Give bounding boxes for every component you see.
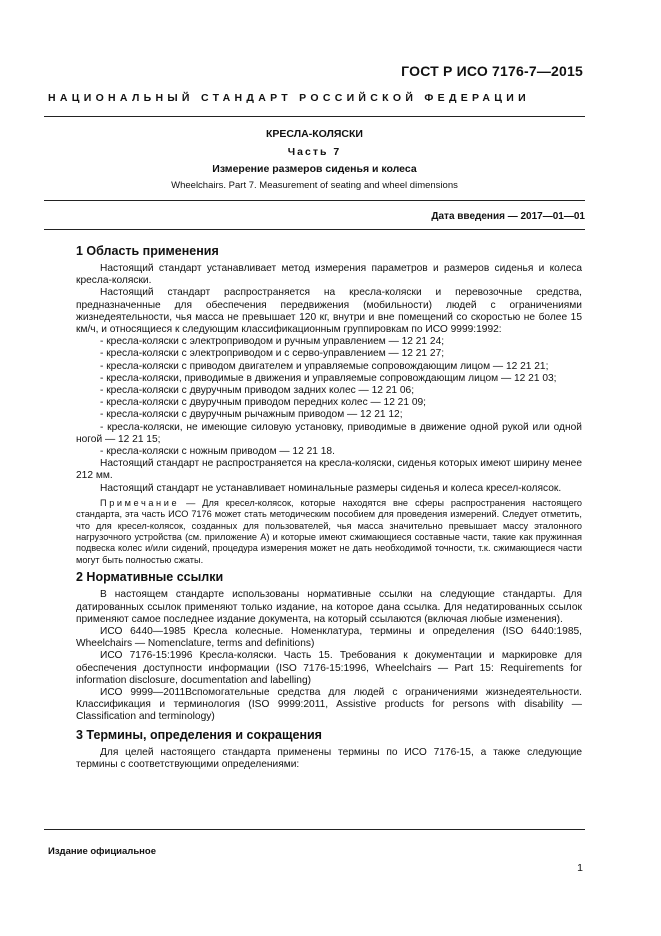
section-1-paragraph: Настоящий стандарт не распространяется на кресла-коляски, сиденья которых имеют ширину менее 212 мм. <box>76 458 582 482</box>
note-text: — Для кресел-колясок, которые находятся вне сферы распространения настоящего стандарта, эта часть ИСО 7176 может стать методическим пособием для проведения измерений. Следует отметить, что для кресел-колясок, созданных для пользователей, чья масса значительно превышает массу эталонного нагрузочного устройства (см. приложение А) и которые имеют сжимающиеся составные части, такие как пружинная подвеска колес и/или сидений, процедура измерения может не дать необходимой точности, т.к. сжимающиеся части могут быть полностью сжаты. <box>76 497 582 565</box>
note-label: Примечание <box>100 497 180 508</box>
national-standard-banner: НАЦИОНАЛЬНЫЙ СТАНДАРТ РОССИЙСКОЙ ФЕДЕРАЦИИ <box>48 92 530 104</box>
section-1-paragraph: Настоящий стандарт устанавливает метод измерения параметров и размеров сиденья и колеса кресла-коляски. <box>76 263 582 287</box>
section-2-heading: 2 Нормативные ссылки <box>76 570 224 585</box>
normative-reference: ИСО 7176-15:1996 Кресла-коляски. Часть 15. Требования к документации и маркировке для обеспечения доступности информации (ISO 7176-15:1996, Wheelchairs — Part 15: Requirements for information disclosure, documentation and labelling) <box>76 650 582 686</box>
section-1-heading: 1 Область применения <box>76 244 219 258</box>
section-3-heading: 3 Термины, определения и сокращения <box>76 727 322 742</box>
official-edition-label: Издание официальное <box>48 846 156 857</box>
date-rule <box>44 229 585 230</box>
classification-item: - кресла-коляски с двуручным приводом передних колес — 12 21 09; <box>100 397 427 409</box>
normative-reference: ИСО 6440—1985 Кресла колесные. Номенклатура, термины и определения (ISO 6440:1985, Wheelchairs — Nomenclature, terms and definitions) <box>76 625 582 650</box>
title-block <box>44 128 585 191</box>
page-number: 1 <box>577 862 583 874</box>
section-1-paragraph: Настоящий стандарт распространяется на кресла-коляски и перевозочные средства, предназначенные для обеспечения передвижения (мобильности) людей с ограничениями жизнедеятельности, чья масса не превышает 120 кг, внутри и вне помещений со скоростью не более 15 км/ч, и относящиеся к следующим классификационным группировкам по ИСО 9999:1992: <box>76 287 582 336</box>
classification-item: - кресла-коляски с электроприводом и ручным управлением — 12 21 24; <box>100 336 445 348</box>
header-rule <box>44 116 585 117</box>
document-subtitle: Измерение размеров сиденья и колеса <box>212 163 417 175</box>
document-title: КРЕСЛА-КОЛЯСКИ <box>266 128 363 140</box>
section-3-paragraph: Для целей настоящего стандарта применены термины по ИСО 7176-15, а также следующие термины с соответствующими определениями: <box>76 746 582 770</box>
document-part: Часть 7 <box>287 146 342 158</box>
classification-item: - кресла-коляски с приводом двигателем и управляемые сопровождающим лицом — 12 21 21; <box>100 360 549 372</box>
introduction-date: Дата введения — 2017—01—01 <box>431 211 585 222</box>
classification-item: - кресла-коляски, не имеющие силовую установку, приводимые в движение одной рукой или одной ногой — 12 21 15; <box>76 421 582 445</box>
classification-item: - кресла-коляски с двуручным приводом задних колес — 12 21 06; <box>100 385 415 397</box>
english-title: Wheelchairs. Part 7. Measurement of seating and wheel dimensions <box>171 180 458 191</box>
normative-reference: ИСО 9999—2011Вспомогательные средства для людей с ограничениями жизнедеятельности. Классификация и терминология (ISO 9999:2011, Assistive products for persons with disability — Classification and terminology) <box>76 686 582 723</box>
main-content <box>76 244 582 771</box>
section-1-paragraph: Настоящий стандарт не устанавливает номинальные размеры сиденья и колеса кресел-колясок. <box>100 482 562 494</box>
footer-rule <box>44 829 585 830</box>
note-paragraph <box>76 498 582 566</box>
title-rule <box>44 200 585 201</box>
standard-code: ГОСТ Р ИСО 7176-7—2015 <box>401 63 583 79</box>
classification-item: - кресла-коляски с ножным приводом — 12 21 18. <box>100 446 335 458</box>
classification-item: - кресла-коляски с двуручным рычажным приводом — 12 21 12; <box>100 409 403 421</box>
classification-item: - кресла-коляски, приводимые в движения и управляемые сопровождающим лицом — 12 21 03; <box>100 372 557 384</box>
section-2-paragraph: В настоящем стандарте использованы нормативные ссылки на следующие стандарты. Для датированных ссылок применяют только издание, на которое дана ссылка. Для недатированных ссылок применяют самое последнее издание документа, на который ссылаются (включая любые изменения). <box>76 589 582 625</box>
classification-item: - кресла-коляски с электроприводом и с серво-управлением — 12 21 27; <box>100 348 445 360</box>
